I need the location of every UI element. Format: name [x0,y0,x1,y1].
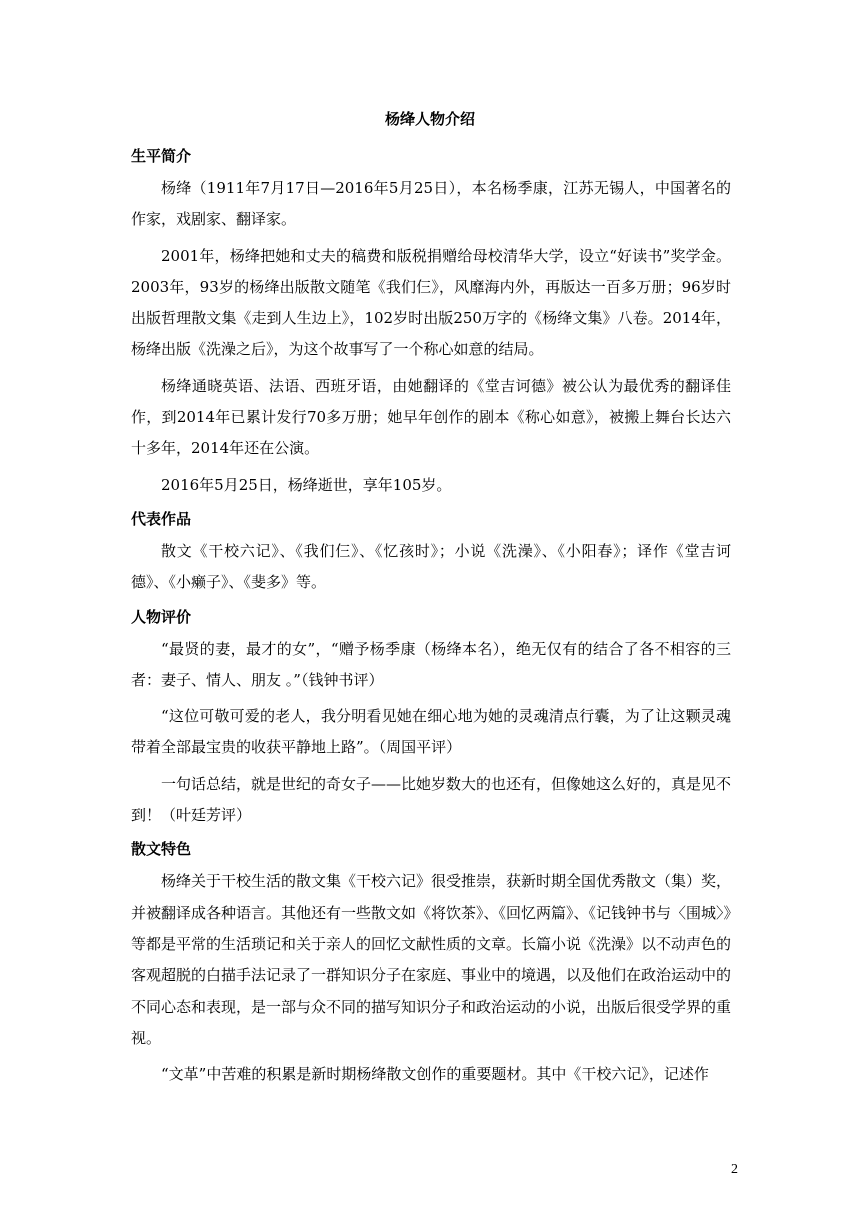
page-number: 2 [731,1162,738,1177]
section-heading: 散文特色 [131,840,192,859]
section-heading: 代表作品 [131,509,192,528]
paragraph: 2016年5月25日，杨绛逝世，享年105岁。 [161,475,452,494]
paragraph: 一句话总结，就是世纪的奇女子——比她岁数大的也还有，但像她这么好的，真是见不到！（叶廷芳评） [131,774,732,825]
section-works [131,506,731,599]
paragraph: 散文《干校六记》、《我们仨》、《忆孩时》；小说《洗澡》、《小阳春》；译作《堂吉诃德》、《小癞子》、《斐多》等。 [131,541,731,592]
section-heading: 生平简介 [131,147,192,165]
document-title: 杨绛人物介绍 [384,110,475,128]
paragraph: 2001年，杨绛把她和丈夫的稿费和版税捐赠给母校清华大学，设立“好读书”奖学金。2003年，93岁的杨绛出版散文随笔《我们仨》，风靡海内外，再版达一百多万册；96岁时出版哲理散文集《走到人生边上》，102岁时出版250万字的《杨绛文集》八卷。2014年，杨绛出版《洗澡之后》，为这个故事写了一个称心如意的结局。 [131,246,731,359]
paragraph: “文革”中苦难的积累是新时期杨绛散文创作的重要题材。其中《干校六记》，记述作 [161,1065,709,1084]
section-prose-features [131,836,731,1090]
document-body [131,143,731,1095]
section-biography [131,143,731,501]
section-heading: 人物评价 [131,607,192,626]
section-evaluation [131,604,731,832]
paragraph: 杨绛通晓英语、法语、西班牙语，由她翻译的《堂吉诃德》被公认为最优秀的翻译佳作，到2014年已累计发行70多万册；她早年创作的剧本《称心如意》，被搬上舞台长达六十多年，2014年还在公演。 [131,376,731,458]
paragraph: 杨绛关于干校生活的散文集《干校六记》很受推崇，获新时期全国优秀散文（集）奖，并被翻译成各种语言。其他还有一些散文如《将饮茶》、《回忆两篇》、《记钱钟书与〈围城〉》等都是平常的生活琐记和关于亲人的回忆文献性质的文章。长篇小说《洗澡》以不动声色的客观超脱的白描手法记录了一群知识分子在家庭、事业中的境遇，以及他们在政治运动中的不同心态和表现，是一部与众不同的描写知识分子和政治运动的小说，出版后很受学界的重视。 [131,872,732,1047]
paragraph: “最贤的妻，最才的女”，“赠予杨季康（杨绛本名），绝无仅有的结合了各不相容的三者：妻子、情人、朋友 。”（钱钟书评） [131,639,731,689]
paragraph: 杨绛（1911年7月17日—2016年5月25日），本名杨季康，江苏无锡人，中国著名的作家，戏剧家、翻译家。 [131,179,731,229]
paragraph: “这位可敬可爱的老人，我分明看见她在细心地为她的灵魂清点行囊，为了让这颗灵魂带着全部最宝贵的收获平静地上路”。（周国平评） [131,707,731,757]
